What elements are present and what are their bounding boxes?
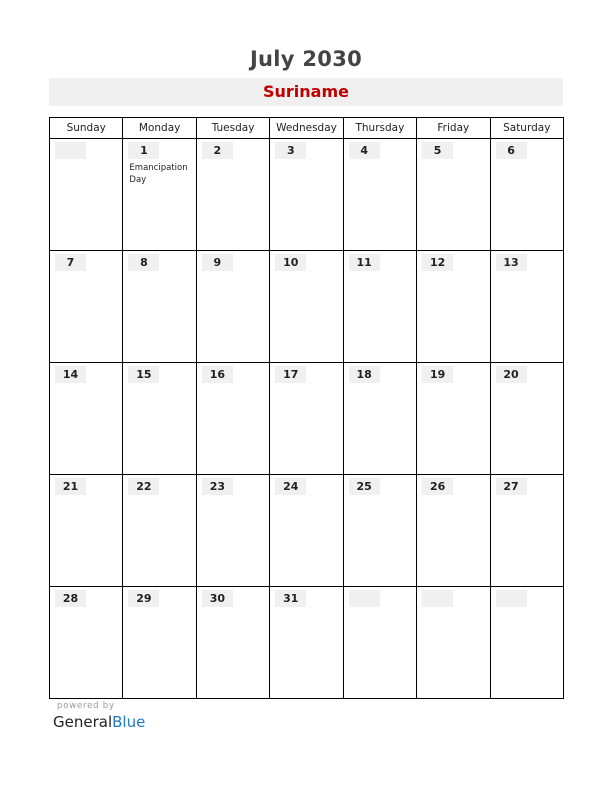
weekday-wednesday: Wednesday: [270, 118, 343, 139]
weekday-friday: Friday: [417, 118, 490, 139]
day-number: 31: [275, 590, 306, 607]
powered-by-text: powered by: [57, 701, 115, 711]
day-number: 13: [496, 254, 527, 271]
day-cell: [490, 139, 563, 251]
day-cell: [417, 139, 490, 251]
weekday-tuesday: Tuesday: [196, 118, 269, 139]
day-number: 9: [202, 254, 233, 271]
brand-general: General: [53, 713, 113, 731]
day-number: 29: [128, 590, 159, 607]
week-row: [50, 587, 564, 699]
week-row: [50, 251, 564, 363]
day-cell: [343, 139, 416, 251]
day-number: 7: [55, 254, 86, 271]
day-cell: [417, 587, 490, 699]
day-number: 15: [128, 366, 159, 383]
weekday-thursday: Thursday: [343, 118, 416, 139]
generalblue-logo[interactable]: [53, 713, 145, 731]
day-number: 27: [496, 478, 527, 495]
day-cell: [123, 475, 196, 587]
day-cell: [270, 363, 343, 475]
day-number: 10: [275, 254, 306, 271]
day-cell: [196, 475, 269, 587]
day-number: 2: [202, 142, 233, 159]
day-cell: [490, 251, 563, 363]
country-banner: Suriname: [49, 78, 563, 106]
day-cell: [50, 475, 123, 587]
day-number: 18: [349, 366, 380, 383]
day-cell: [343, 475, 416, 587]
day-cell: [417, 363, 490, 475]
day-number: 14: [55, 366, 86, 383]
day-number: 19: [422, 366, 453, 383]
page-title: July 2030: [249, 47, 363, 71]
day-number: 20: [496, 366, 527, 383]
day-number: 21: [55, 478, 86, 495]
brand-blue: Blue: [112, 713, 146, 731]
day-number: 17: [275, 366, 306, 383]
weekday-header-row: [50, 118, 564, 139]
day-number: 25: [349, 478, 380, 495]
day-number: 11: [349, 254, 380, 271]
day-number: [496, 590, 527, 607]
day-cell: [490, 363, 563, 475]
day-number: 30: [202, 590, 233, 607]
day-number: [422, 590, 453, 607]
day-number: [349, 590, 380, 607]
day-cell: [196, 363, 269, 475]
day-cell: [343, 587, 416, 699]
day-number: 22: [128, 478, 159, 495]
day-cell: [196, 251, 269, 363]
day-cell: [50, 251, 123, 363]
day-number: 26: [422, 478, 453, 495]
day-cell: [417, 475, 490, 587]
calendar-grid: [49, 117, 564, 699]
holiday-event: Emancipation Day: [129, 163, 188, 185]
day-cell: [417, 251, 490, 363]
week-row: [50, 475, 564, 587]
day-cell: [123, 363, 196, 475]
day-number: 3: [275, 142, 306, 159]
weekday-saturday: Saturday: [490, 118, 563, 139]
day-number: 24: [275, 478, 306, 495]
day-cell: [50, 363, 123, 475]
day-cell: [50, 587, 123, 699]
day-cell: [50, 139, 123, 251]
day-cell: [123, 587, 196, 699]
day-number: 28: [55, 590, 86, 607]
weekday-sunday: Sunday: [50, 118, 123, 139]
day-number: 12: [422, 254, 453, 271]
day-cell: [270, 251, 343, 363]
day-number: 5: [422, 142, 453, 159]
day-number: 6: [496, 142, 527, 159]
day-cell: [343, 363, 416, 475]
day-cell: [343, 251, 416, 363]
day-number: [55, 142, 86, 159]
day-cell: [270, 475, 343, 587]
weekday-monday: Monday: [123, 118, 196, 139]
day-cell: [196, 139, 269, 251]
day-cell: [270, 139, 343, 251]
day-number: 4: [349, 142, 380, 159]
day-cell: [196, 587, 269, 699]
day-cell: [490, 475, 563, 587]
day-number: 8: [128, 254, 159, 271]
day-cell: [270, 587, 343, 699]
week-row: [50, 139, 564, 251]
day-cell: [123, 251, 196, 363]
day-number: 16: [202, 366, 233, 383]
day-number: 1: [128, 142, 159, 159]
week-row: [50, 363, 564, 475]
day-cell: [123, 139, 196, 251]
day-number: 23: [202, 478, 233, 495]
day-cell: [490, 587, 563, 699]
